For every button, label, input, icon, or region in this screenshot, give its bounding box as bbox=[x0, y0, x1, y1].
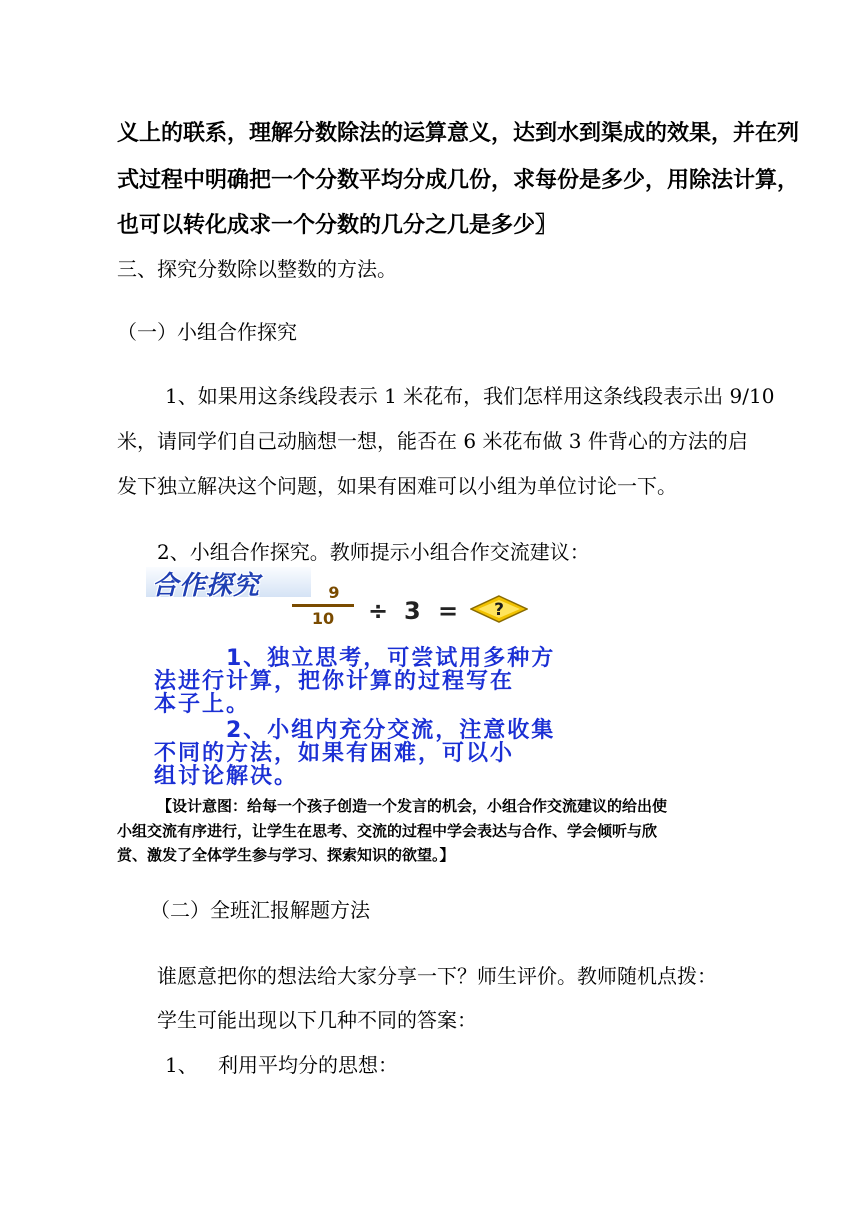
part-1-heading: （一）小组合作探究 bbox=[117, 320, 297, 344]
image-title: 合作探究 bbox=[152, 571, 261, 601]
design-intent-line-2: 小组交流有序进行，让学生在思考、交流的过程中学会表达与合作、学会倾听与欣 bbox=[117, 822, 658, 840]
part-1-item-1-line-2: 米，请同学们自己动脑想一想，能否在 6 米花布做 3 件背心的方法的启 bbox=[117, 429, 748, 453]
part-2-paragraph-1: 谁愿意把你的想法给大家分享一下？师生评价。教师随机点拨： bbox=[157, 964, 717, 988]
fraction-numerator: 9 bbox=[328, 583, 340, 602]
design-intent-line-1: 【设计意图：给每一个孩子创造一个发言的机会，小组合作交流建议的给出使 bbox=[157, 797, 668, 815]
image-title-banner bbox=[146, 567, 311, 601]
part-2-item-1-number: 1、 bbox=[165, 1053, 198, 1077]
cooperative-exploration-image bbox=[146, 567, 686, 789]
part-1-item-2: 2、小组合作探究。教师提示小组合作交流建议： bbox=[157, 540, 590, 564]
intro-line-3: 也可以转化成求一个分数的几分之几是多少〗 bbox=[117, 213, 558, 238]
fraction-bar bbox=[292, 604, 354, 607]
part-2-paragraph-2: 学生可能出现以下几种不同的答案： bbox=[157, 1008, 477, 1032]
divisor: 3 bbox=[404, 597, 421, 625]
suggestion-1-line-1: 1、独立思考，可尝试用多种方 bbox=[226, 646, 556, 671]
equals-sign: = bbox=[438, 597, 459, 625]
intro-line-2: 式过程中明确把一个分数平均分成几份，求每份是多少，用除法计算， bbox=[117, 168, 800, 193]
suggestion-1-line-3: 本子上。 bbox=[154, 692, 251, 717]
divide-sign: ÷ bbox=[368, 597, 389, 625]
part-2-item-1-text: 利用平均分的思想： bbox=[218, 1053, 398, 1077]
fraction-denominator: 10 bbox=[311, 609, 335, 628]
part-1-item-1-line-1: 1、如果用这条线段表示 1 米花布，我们怎样用这条线段表示出 9/10 bbox=[165, 384, 775, 408]
part-1-item-1-line-3: 发下独立解决这个问题，如果有困难可以小组为单位讨论一下。 bbox=[117, 474, 677, 498]
suggestion-1-line-2: 法进行计算，把你计算的过程写在 bbox=[154, 669, 515, 694]
design-intent-line-3: 赏、激发了全体学生参与学习、探索知识的欲望。】 bbox=[117, 846, 455, 864]
suggestion-2-line-1: 2、小组内充分交流，注意收集 bbox=[226, 718, 556, 743]
part-2-heading: （二）全班汇报解题方法 bbox=[150, 898, 370, 922]
fraction bbox=[292, 583, 354, 628]
suggestion-2-line-3: 组讨论解决。 bbox=[154, 764, 299, 789]
intro-line-1: 义上的联系，理解分数除法的运算意义，达到水到渠成的效果，并在列 bbox=[117, 121, 800, 146]
suggestion-2-line-2: 不同的方法，如果有困难，可以小 bbox=[154, 741, 515, 766]
section-3-heading: 三、探究分数除以整数的方法。 bbox=[117, 257, 397, 281]
question-mark-text: ? bbox=[494, 600, 504, 620]
question-mark-icon bbox=[470, 595, 528, 623]
